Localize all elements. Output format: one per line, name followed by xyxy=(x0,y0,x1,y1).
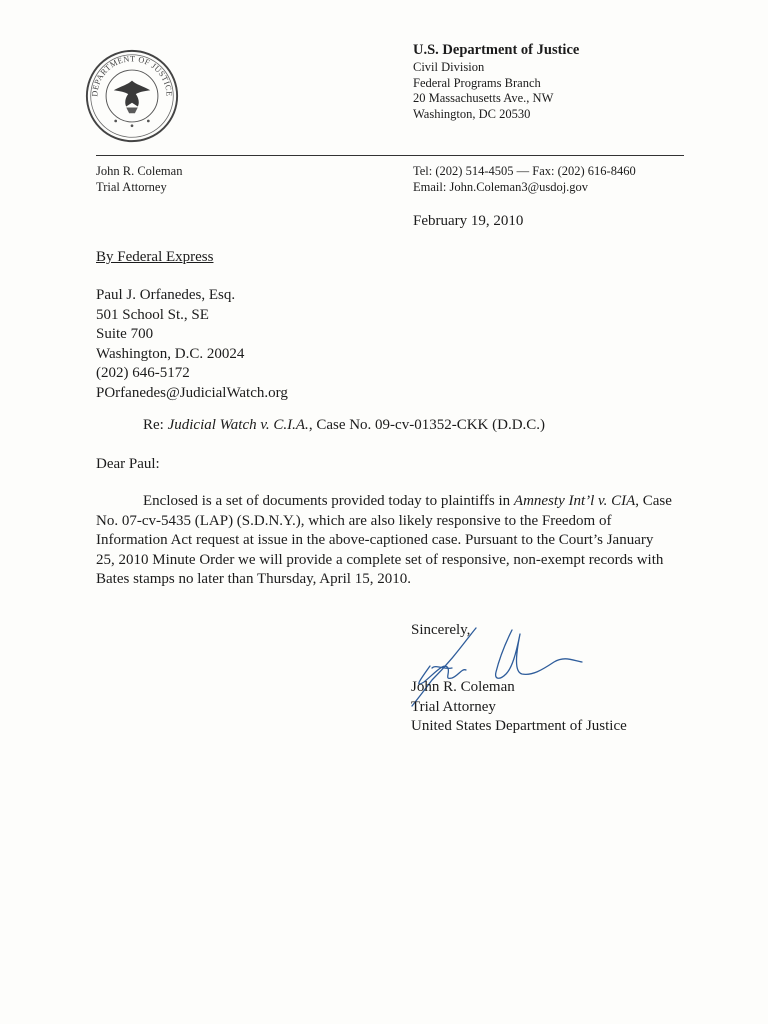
sender-name: John R. Coleman xyxy=(96,164,183,178)
agency-address xyxy=(413,60,553,122)
body-line-5: Bates stamps no later than Thursday, April 15, 2010. xyxy=(96,571,411,587)
body-line-3: Information Act request at issue in the above-captioned case. Pursuant to the Court’s January xyxy=(96,532,654,548)
closing: Sincerely, xyxy=(411,622,471,638)
division: Civil Division xyxy=(413,60,485,74)
signer-organization: United States Department of Justice xyxy=(411,718,627,734)
delivery-method: By Federal Express xyxy=(96,249,214,265)
sender-block xyxy=(96,164,182,195)
sender-title: Trial Attorney xyxy=(96,179,167,194)
recipient-name: Paul J. Orfanedes, Esq. xyxy=(96,287,236,303)
agency-name: U.S. Department of Justice xyxy=(413,42,580,58)
recipient-address xyxy=(96,286,288,404)
city-address: Washington, DC 20530 xyxy=(413,106,531,121)
recipient-email: POrfanedes@JudicialWatch.org xyxy=(96,384,288,401)
doj-seal-icon xyxy=(84,48,180,144)
phone-fax: Tel: (202) 514-4505 — Fax: (202) 616-8460 xyxy=(413,164,636,178)
re-prefix: Re: xyxy=(143,417,168,433)
signature-block xyxy=(411,678,627,737)
header-rule xyxy=(96,155,684,156)
contact-block xyxy=(413,164,636,195)
email: Email: John.Coleman3@usdoj.gov xyxy=(413,179,589,194)
re-case-number: , Case No. 09-cv-01352-CKK (D.D.C.) xyxy=(308,417,546,433)
salutation: Dear Paul: xyxy=(96,456,160,472)
body-line-1: Enclosed is a set of documents provided today to plaintiffs in Amnesty Int’l v. CIA, Case xyxy=(143,493,672,509)
letter-date: February 19, 2010 xyxy=(413,213,524,229)
recipient-phone: (202) 646-5172 xyxy=(96,365,190,382)
letter-body xyxy=(96,492,696,590)
re-line xyxy=(143,417,545,434)
signer-name: John R. Coleman xyxy=(411,679,515,695)
branch: Federal Programs Branch xyxy=(413,75,541,90)
body-case-name: Amnesty Int’l v. CIA xyxy=(513,493,636,509)
recipient-suite: Suite 700 xyxy=(96,326,154,343)
body-line-2: No. 07-cv-5435 (LAP) (S.D.N.Y.), which are also likely responsive to the Freedom of xyxy=(96,512,612,529)
street-address: 20 Massachusetts Ave., NW xyxy=(413,91,554,105)
svg-text:DEPARTMENT OF JUSTICE: DEPARTMENT OF JUSTICE xyxy=(90,54,174,97)
body-line-4: 25, 2010 Minute Order we will provide a complete set of responsive, non-exempt records with xyxy=(96,551,664,568)
recipient-street: 501 School St., SE xyxy=(96,306,209,323)
re-case-name: Judicial Watch v. C.I.A. xyxy=(167,417,309,433)
recipient-city: Washington, D.C. 20024 xyxy=(96,345,245,362)
signer-title: Trial Attorney xyxy=(411,698,496,715)
